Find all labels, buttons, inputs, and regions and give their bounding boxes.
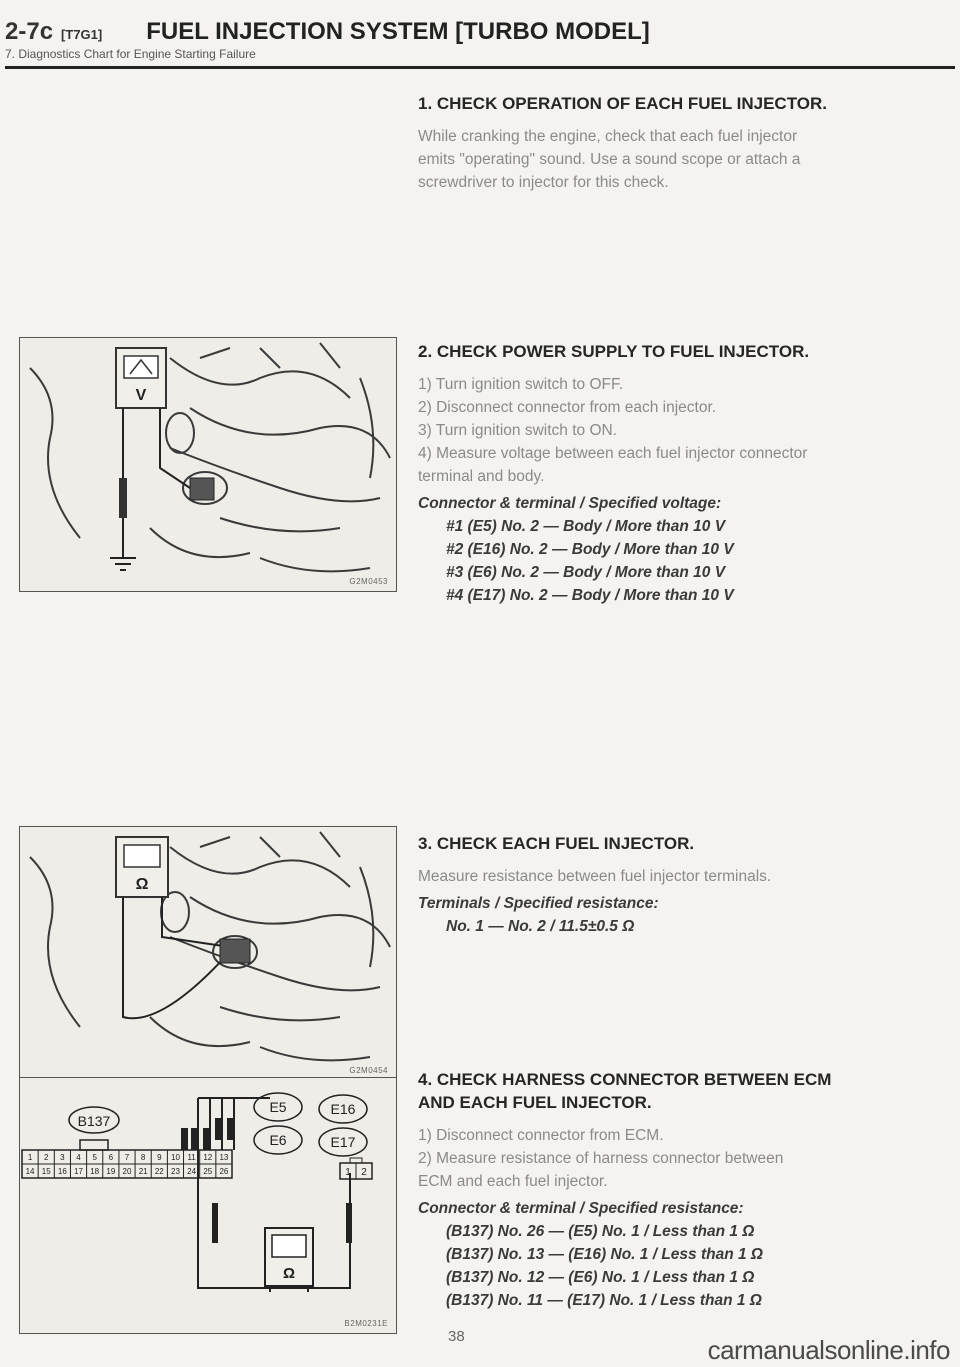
figure-injector-resistance <box>19 826 397 1081</box>
section-code: [T7G1] <box>61 27 103 42</box>
step-4-spec-line: (B137) No. 13 — (E16) No. 1 / Less than 1 Ω <box>446 1246 764 1263</box>
ecm-pin-label: 26 <box>219 1167 229 1176</box>
step-4 <box>418 1068 948 1312</box>
ecm-pin-label: 6 <box>108 1153 114 1162</box>
step-4-heading-line: 4. CHECK HARNESS CONNECTOR BETWEEN ECM <box>418 1070 832 1089</box>
injector-connector-label: E5 <box>269 1099 287 1115</box>
step-4-line: ECM and each fuel injector. <box>418 1173 608 1190</box>
step-2-spec-line: #2 (E16) No. 2 — Body / More than 10 V <box>446 541 734 558</box>
step-4-spec-line: (B137) No. 26 — (E5) No. 1 / Less than 1 Ω <box>446 1223 755 1240</box>
ecm-pin-label: 4 <box>76 1153 81 1162</box>
ecm-pin-label: 25 <box>203 1167 213 1176</box>
step-2-spec-line: #3 (E6) No. 2 — Body / More than 10 V <box>446 564 726 581</box>
engine-illustration-resistance <box>20 827 396 1080</box>
ecm-pin-label: 10 <box>171 1153 180 1162</box>
injector-connector-label: E17 <box>330 1134 356 1150</box>
ecm-pin-label: 24 <box>187 1167 197 1176</box>
ecm-pin-label: 7 <box>124 1153 130 1162</box>
page-number: 38 <box>448 1328 465 1345</box>
figure-code: G2M0453 <box>349 577 388 586</box>
figure-code: G2M0454 <box>349 1066 388 1075</box>
engine-illustration-voltage <box>20 338 396 591</box>
step-1-line: screwdriver to injector for this check. <box>418 174 669 191</box>
figure-code: B2M0231E <box>344 1319 388 1328</box>
ecm-pin-label: 14 <box>25 1167 35 1176</box>
step-2-line: 2) Disconnect connector from each injector. <box>418 399 717 416</box>
step-2-spec-heading: Connector & terminal / Specified voltage: <box>418 495 722 512</box>
harness-diagram <box>20 1078 396 1333</box>
step-1-line: emits "operating" sound. Use a sound scope or attach a <box>418 151 801 168</box>
figure-harness-wiring <box>19 1077 397 1334</box>
ecm-connector-label: B137 <box>77 1113 111 1129</box>
step-1-heading: 1. CHECK OPERATION OF EACH FUEL INJECTOR. <box>418 94 827 113</box>
step-2-line: 3) Turn ignition switch to ON. <box>418 422 617 439</box>
step-3-spec-heading: Terminals / Specified resistance: <box>418 895 659 912</box>
ecm-pin-label: 19 <box>106 1167 116 1176</box>
step-2-line: 1) Turn ignition switch to OFF. <box>418 376 624 393</box>
figure-voltage-check <box>19 337 397 592</box>
step-4-spec-line: (B137) No. 12 — (E6) No. 1 / Less than 1 Ω <box>446 1269 755 1286</box>
ecm-pin-label: 2 <box>44 1153 49 1162</box>
step-2 <box>418 340 948 607</box>
ecm-pin-label: 3 <box>60 1153 65 1162</box>
injector-pin-label: 2 <box>361 1167 367 1178</box>
step-2-spec-line: #1 (E5) No. 2 — Body / More than 10 V <box>446 518 726 535</box>
ecm-pin-label: 8 <box>140 1153 146 1162</box>
meter-label: V <box>135 387 147 404</box>
ecm-pin-label: 20 <box>122 1167 132 1176</box>
ecm-pin-label: 21 <box>138 1167 148 1176</box>
step-2-heading: 2. CHECK POWER SUPPLY TO FUEL INJECTOR. <box>418 342 810 361</box>
page-header <box>5 18 955 61</box>
ecm-pin-label: 13 <box>219 1153 229 1162</box>
ecm-pin-label: 16 <box>57 1167 67 1176</box>
step-2-spec-line: #4 (E17) No. 2 — Body / More than 10 V <box>446 587 734 604</box>
page-subtitle: 7. Diagnostics Chart for Engine Starting Failure <box>5 47 256 61</box>
step-4-spec-line: (B137) No. 11 — (E17) No. 1 / Less than 1 Ω <box>446 1292 762 1309</box>
step-4-spec-heading: Connector & terminal / Specified resistance: <box>418 1200 744 1217</box>
ecm-pin-label: 1 <box>27 1153 33 1162</box>
meter-label: Ω <box>282 1265 296 1282</box>
page-code: 2-7c <box>5 18 54 45</box>
step-3 <box>418 832 948 938</box>
ecm-pin-label: 17 <box>74 1167 83 1176</box>
step-4-line: 2) Measure resistance of harness connector between <box>418 1150 784 1167</box>
ecm-pin-label: 5 <box>92 1153 97 1162</box>
step-3-line: Measure resistance between fuel injector terminals. <box>418 868 772 885</box>
page-title: FUEL INJECTION SYSTEM [TURBO MODEL] <box>146 18 650 45</box>
step-1-line: While cranking the engine, check that each fuel injector <box>418 128 798 145</box>
ecm-pin-label: 12 <box>203 1153 213 1162</box>
ecm-pin-label: 18 <box>90 1167 100 1176</box>
step-3-spec-line: No. 1 — No. 2 / 11.5±0.5 Ω <box>446 918 635 935</box>
ecm-pin-label: 22 <box>154 1167 164 1176</box>
step-4-heading <box>418 1068 948 1114</box>
step-2-line: terminal and body. <box>418 468 545 485</box>
injector-pin-label: 1 <box>345 1167 351 1178</box>
step-3-heading: 3. CHECK EACH FUEL INJECTOR. <box>418 834 695 853</box>
step-1 <box>418 92 948 194</box>
header-divider <box>5 66 955 69</box>
injector-connector-label: E6 <box>269 1132 287 1148</box>
ecm-pin-label: 23 <box>171 1167 180 1176</box>
ecm-pin-label: 15 <box>41 1167 51 1176</box>
watermark: carmanualsonline.info <box>707 1335 950 1365</box>
ecm-pin-label: 11 <box>187 1153 196 1162</box>
step-2-line: 4) Measure voltage between each fuel injector connector <box>418 445 808 462</box>
step-4-heading-line: AND EACH FUEL INJECTOR. <box>418 1093 652 1112</box>
ecm-pin-label: 9 <box>157 1153 162 1162</box>
meter-label: Ω <box>135 876 149 893</box>
step-4-line: 1) Disconnect connector from ECM. <box>418 1127 664 1144</box>
injector-connector-label: E16 <box>330 1101 356 1117</box>
header-top <box>5 18 955 46</box>
